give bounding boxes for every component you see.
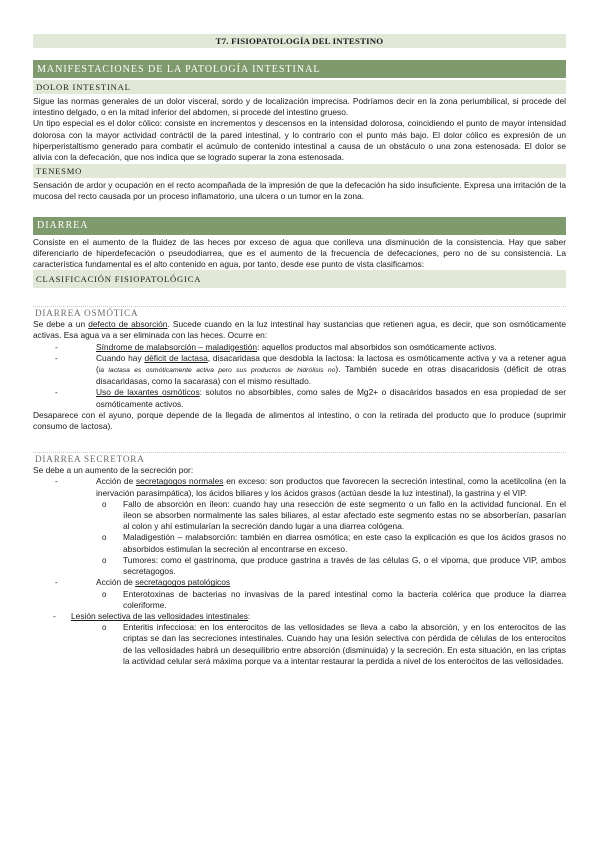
paragraph-osmotica-closing: Desaparece con el ayuno, porque depende de la llegada de alimentos al intestino, o con la retirada del producto que lo produce (suprimir consumo de lactosa).: [33, 409, 566, 432]
subsection-title: DOLOR INTESTINAL: [36, 82, 131, 92]
list-secretora: [33, 476, 566, 666]
document-title-bar: [33, 34, 566, 48]
document-page: [33, 34, 566, 667]
sub-list-item: o Fallo de absorción en íleon: cuando hay una resección de este segmento o un fallo en la actividad funcional. En el íleon se absorben normalmente las sales biliares, al estar afectado este segmento estas no se absorberían, pasarían al colon y ahí estimularían la secreción dando lugar a una diarrea cológena.: [102, 498, 566, 532]
section-header-diarrea: [33, 217, 566, 235]
list-item: - Acción de secretagogos normales en exceso: son productos que favorecen la secreción intestinal, como la acetilcolina (en la inervación parasimpática), los ácidos biliares y los ácidos grasos (actúan desde la luz intestinal), la gastrina y el VIP.: [55, 476, 566, 498]
paragraph-dolor-1: Sigue las normas generales de un dolor visceral, sordo y de localización imprecisa. Podríamos decir en la zona periumbilical, si procede del intestino delgado, o en la mitad inferior del abdomen, si procede del intestino grueso.: [33, 96, 566, 118]
subsection-title: TENESMO: [36, 166, 83, 177]
section-header-manifestaciones: [33, 60, 566, 78]
subsection-header-clasificacion: [33, 270, 566, 288]
sub-list-item: o Enterotoxinas de bacterias no invasivas de la pared intestinal como la bacteria colérica que produce la diarrea coleriforme.: [102, 588, 566, 610]
paragraph-osmotica-intro: Se debe a un defecto de absorción. Sucede cuando en la luz intestinal hay sustancias que retienen agua, es decir, que son osmóticamente activas. Esa agua va a ser eliminada con las heces. Ocurre en:: [33, 319, 566, 341]
subsection-header-tenesmo: [33, 164, 566, 178]
section-title: MANIFESTACIONES DE LA PATOLOGÍA INTESTINAL: [37, 63, 321, 75]
document-title: T7. FISIOPATOLOGÍA DEL INTESTINO: [215, 36, 384, 46]
paragraph-dolor-2: Un tipo especial es el dolor cólico: consiste en incrementos y descensos en la intensidad dolorosa, coincidiendo el punto de mayor intensidad dolorosa con la mayor actividad contráctil de la pared intestinal, y lo contrario con el punto más bajo. El dolor cólico es expresión de un hiperperistaltismo generado para combatir el acúmulo de contenido intestinal a causa de un obstáculo o una zona estenosada. El dolor se alivia con la defecación, que nos indica que se logrado superar la zona estenosada.: [33, 118, 566, 163]
sub-list-item: o Tumores: como el gastrinoma, que produce gastrina a través de las células G, o el vipoma, que produce VIP, ambos secretagogos.: [102, 554, 566, 577]
heading-diarrea-secretora: DIARREA SECRETORA: [33, 452, 566, 465]
list-item: - Acción de secretagogos patológicos: [55, 577, 231, 588]
list-item: - Lesión selectiva de las vellosidades intestinales:: [53, 610, 251, 621]
paragraph-diarrea-intro: Consiste en el aumento de la fluidez de las heces por exceso de agua que conlleva una disminución de la consistencia. Hay que saber diferenciarlo de hiperdefecación o pseudodiarrea, que es el aumento de la frecuencia de defecaciones, pero no de su consistencia. La característica fundamental es el alto contenido en agua, por tanto, desde ese punto de vista clasificamos:: [33, 236, 566, 270]
subsection-header-dolor: [33, 80, 566, 94]
paragraph-secretora-intro: Se debe a un aumento de la secreción por:: [33, 465, 194, 476]
sub-list-item: o Enteritis infecciosa: en los enterocitos de las vellosidades se lleva a cabo la absorción, y en los enterocitos de las criptas se dan las secreciones intestinales. Cuando hay una lesión selectiva con pérdida de células de los enterocitos de las vellosidades habrá un desequilibrio entre absorción (disminuida) y la secreción. En esta situación, en las criptas la actividad celular será máxima porque va a intentar restaurar la perdida a nivel de los enterocitos de las vellosidades.: [102, 622, 566, 666]
list-item: - Uso de laxantes osmóticos: solutos no absorbibles, como sales de Mg2+ o disacáridos basados en esa propiedad de ser osmóticamente activos.: [55, 387, 566, 409]
sub-list-item: o Maladigestión – malabsorción: también en diarrea osmótica; en este caso la explicación es que los ácidos grasos no absorbidos estimulan la secreción al encontrarse en exceso.: [102, 532, 566, 554]
section-title: DIARREA: [37, 220, 89, 232]
heading-diarrea-osmotica: DIARREA OSMÓTICA: [33, 306, 566, 319]
subsection-title: CLASIFICACIÓN FISIOPATOLÓGICA: [36, 274, 202, 285]
list-osmotica: [33, 342, 566, 410]
paragraph-tenesmo: Sensación de ardor y ocupación en el recto acompañada de la impresión de que la defecación ha sido insuficiente. Expresa una irritación de la mucosa del recto causada por un proceso inflamatorio, una ulcera o un tumor en la zona.: [33, 180, 566, 202]
list-item: - Cuando hay déficit de lactasa, disacaridasa que desdobla la lactosa: la lactosa es osmóticamente activa y va a retener agua (la lactasa es osmóticamente activa pero sus productos de hidrólisis no). También sucede en otras disacaridosis (déficit de otras disacaridasas, como la sacarasa) con el mismo resultado.: [55, 352, 567, 387]
list-item: - Síndrome de malabsorción – maladigestión: aquellos productos mal absorbidos son osmóticamente activos.: [55, 341, 497, 352]
